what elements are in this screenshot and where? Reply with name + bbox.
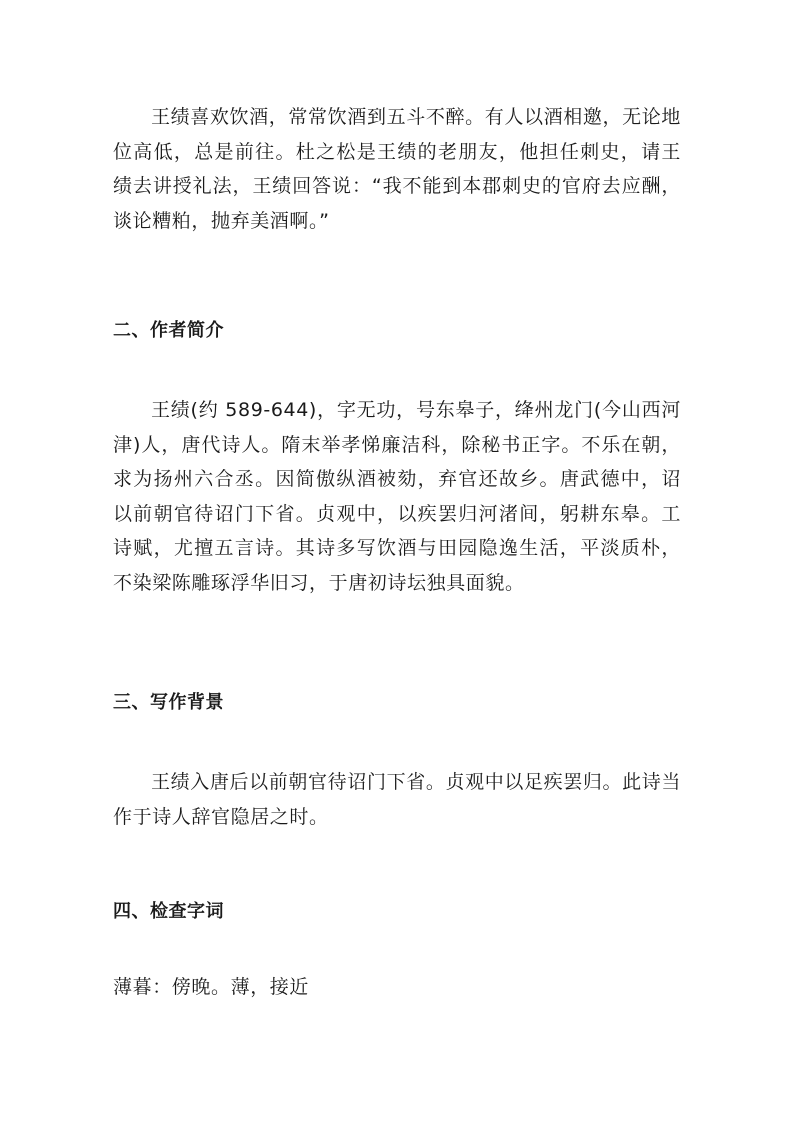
vocab-entry: 薄暮：傍晚。薄，接近 [113,976,310,998]
section-heading-vocab: 四、检查字词 [113,901,224,922]
section-heading-background: 三、写作背景 [113,692,224,713]
background-paragraph: 王绩入唐后以前朝官待诏门下省。贞观中以足疾罢归。此诗当作于诗人辞官隐居之时。 [113,771,681,828]
story-paragraph: 王绩喜欢饮酒，常常饮酒到五斗不醉。有人以酒相邀，无论地位高低，总是前往。杜之松是王绩的老朋友，他担任刺史，请王绩去讲授礼法，王绩回答说：“我不能到本郡刺史的官府去应酬，谈论糟粕，抛弃美酒啊。” [113,106,681,232]
author-paragraph: 王绩(约 589-644)，字无功，号东皋子，绛州龙门(今山西河津)人，唐代诗人。隋末举孝悌廉洁科，除秘书正字。不乐在朝，求为扬州六合丞。因简傲纵酒被劾，弃官还故乡。唐武德中，诏以前朝官待诏门下省。贞观中，以疾罢归河渚间，躬耕东皋。工诗赋，尤擅五言诗。其诗多写饮酒与田园隐逸生活，平淡质朴，不染梁陈雕琢浮华旧习，于唐初诗坛独具面貌。 [113,399,681,594]
section-heading-author: 二、作者简介 [113,320,224,341]
